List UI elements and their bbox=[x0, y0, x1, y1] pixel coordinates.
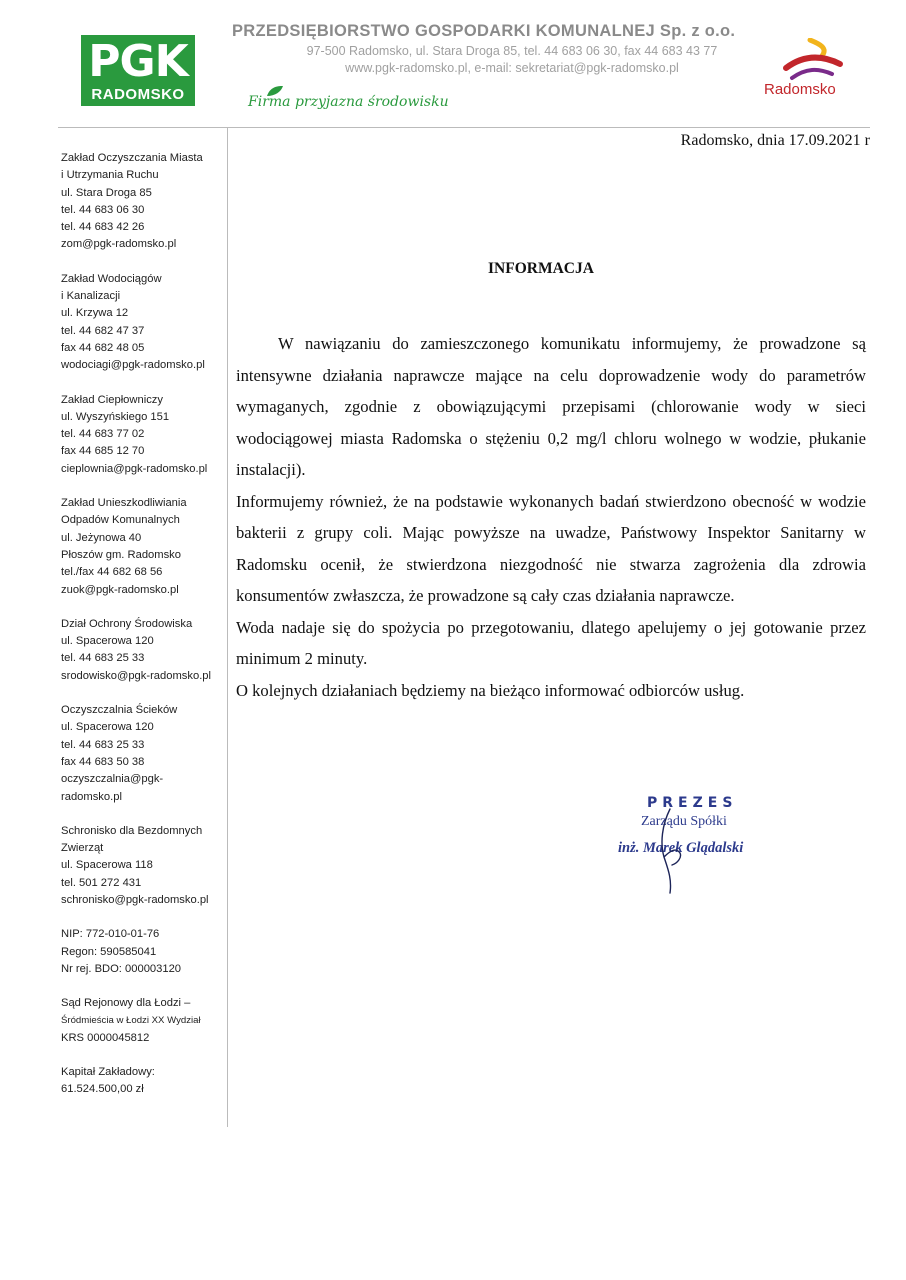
contact-line: tel. 44 683 25 33 bbox=[61, 738, 145, 751]
signature-title: PREZES bbox=[647, 795, 738, 811]
contact-line: tel./fax 44 682 68 56 bbox=[61, 566, 163, 579]
contact-email: zom@pgk-radomsko.pl bbox=[61, 238, 177, 251]
contact-line: fax 44 685 12 70 bbox=[61, 445, 145, 458]
header-divider bbox=[58, 127, 870, 128]
contact-line: ul. Krzywa 12 bbox=[61, 307, 129, 320]
letter-paragraph: Woda nadaje się do spożycia po przegotowaniu, dlatego apelujemy o jej gotowanie przez minimum 2 minuty. bbox=[236, 617, 866, 668]
contact-line: Zwierząt bbox=[61, 842, 104, 855]
letter-paragraph: Informujemy również, że na podstawie wykonanych badań stwierdzono obecność w wodzie bakterii z grupy coli. Mając powyższe na uwadze, Państwowy Inspektor Sanitarny w Radomsku ocenił, że stwierdzona niezgodność nie stwarza zagrożenia dla zdrowia konsumentów zwłaszcza, że prowadzone są cały czas działania naprawcze. bbox=[236, 491, 866, 605]
contact-email: wodociagi@pgk-radomsko.pl bbox=[61, 359, 205, 372]
sidebar-divider bbox=[227, 127, 228, 1127]
signature-stamp bbox=[610, 795, 810, 905]
capital-label: Kapitał Zakładowy: bbox=[61, 1066, 155, 1079]
letter-body bbox=[236, 328, 866, 706]
contact-line: tel. 44 683 42 26 bbox=[61, 221, 145, 234]
regon-line: Regon: 590585041 bbox=[61, 945, 157, 958]
logo-main-text: PGK bbox=[88, 36, 188, 87]
contact-line: Zakład Oczyszczania Miasta bbox=[61, 152, 203, 164]
letter-paragraph: O kolejnych działaniach będziemy na bieżąco informować odbiorców usług. bbox=[236, 680, 745, 700]
contact-line: Odpadów Komunalnych bbox=[61, 514, 180, 527]
contact-line: Schronisko dla Bezdomnych bbox=[61, 824, 203, 837]
company-address: 97-500 Radomsko, ul. Stara Droga 85, tel. 44 683 06 30, fax 44 683 43 77 bbox=[306, 44, 718, 58]
contact-email: radomsko.pl bbox=[61, 790, 122, 803]
contact-line: ul. Spacerowa 120 bbox=[61, 721, 154, 734]
contact-block-srodowisko bbox=[61, 616, 227, 685]
company-web: www.pgk-radomsko.pl, e-mail: sekretariat@pgk-radomsko.pl bbox=[345, 61, 679, 75]
contact-email: schronisko@pgk-radomsko.pl bbox=[61, 893, 209, 906]
contact-line: tel. 44 682 47 37 bbox=[61, 324, 145, 337]
contact-line: ul. Spacerowa 118 bbox=[61, 859, 153, 872]
contact-block-zom bbox=[61, 150, 227, 254]
court-line: Śródmieścia w Łodzi XX Wydział bbox=[61, 1015, 201, 1027]
contact-block-wodociagi bbox=[61, 271, 227, 375]
letter-paragraph: W nawiązaniu do zamieszczonego komunikatu informujemy, że prowadzone są intensywne działania naprawcze mające na celu doprowadzenie wody do parametrów wymaganych, zgodnie z obowiązującymi przepisami (chlorowanie wody w sieci wodociągowej miasta Radomska o stężeniu 0,2 mg/l chloru wolnego w wodzie, płukanie instalacji). bbox=[236, 334, 866, 479]
krs-line: KRS 0000045812 bbox=[61, 1031, 150, 1044]
pgk-logo bbox=[81, 35, 195, 106]
letter-date: Radomsko, dnia 17.09.2021 r bbox=[680, 132, 870, 149]
contact-line: ul. Wyszyńskiego 151 bbox=[61, 410, 170, 423]
company-registry-block bbox=[61, 926, 227, 978]
contact-line: ul. Spacerowa 120 bbox=[61, 635, 154, 648]
contact-line: ul. Stara Droga 85 bbox=[61, 186, 152, 199]
contact-line: Oczyszczalnia Ścieków bbox=[61, 704, 178, 717]
contact-line: tel. 501 272 431 bbox=[61, 876, 142, 889]
letter-title: INFORMACJA bbox=[488, 260, 594, 277]
capital-block bbox=[61, 1064, 227, 1099]
contact-line: i Utrzymania Ruchu bbox=[61, 169, 159, 182]
contact-line: i Kanalizacji bbox=[61, 290, 121, 303]
city-logo-text: Radomsko bbox=[764, 81, 836, 98]
signature-name: inż. Marek Glądalski bbox=[618, 840, 744, 856]
nip-line: NIP: 772-010-01-76 bbox=[61, 928, 160, 941]
contact-email: oczyszczalnia@pgk- bbox=[61, 773, 164, 786]
contact-block-oczyszczalnia bbox=[61, 702, 227, 806]
contact-line: tel. 44 683 06 30 bbox=[61, 203, 145, 216]
contact-line: fax 44 682 48 05 bbox=[61, 341, 145, 354]
contact-line: Dział Ochrony Środowiska bbox=[61, 617, 193, 630]
contact-block-schronisko bbox=[61, 823, 227, 909]
contact-line: Zakład Unieszkodliwiania bbox=[61, 497, 187, 510]
bdo-line: Nr rej. BDO: 000003120 bbox=[61, 962, 182, 975]
contact-block-cieplownia bbox=[61, 392, 227, 478]
contact-email: zuok@pgk-radomsko.pl bbox=[61, 583, 179, 596]
logo-city-text: RADOMSKO bbox=[91, 86, 185, 103]
court-line: Sąd Rejonowy dla Łodzi – bbox=[61, 997, 191, 1010]
slogan-text: Firma przyjazna środowisku bbox=[248, 94, 449, 110]
contact-email: cieplownia@pgk-radomsko.pl bbox=[61, 462, 208, 475]
contact-block-zuok bbox=[61, 495, 227, 599]
handwritten-signature-icon bbox=[610, 795, 810, 905]
contact-email: srodowisko@pgk-radomsko.pl bbox=[61, 669, 212, 682]
contact-line: Płoszów gm. Radomsko bbox=[61, 548, 181, 561]
sidebar-contacts bbox=[61, 150, 227, 1116]
contact-line: tel. 44 683 77 02 bbox=[61, 428, 145, 441]
contact-line: ul. Jeżynowa 40 bbox=[61, 531, 142, 544]
court-block bbox=[61, 995, 227, 1047]
capital-value: 61.524.500,00 zł bbox=[61, 1083, 144, 1096]
contact-line: Zakład Ciepłowniczy bbox=[61, 393, 163, 406]
contact-line: Zakład Wodociągów bbox=[61, 272, 162, 285]
contact-line: fax 44 683 50 38 bbox=[61, 755, 145, 768]
contact-line: tel. 44 683 25 33 bbox=[61, 652, 145, 665]
signature-subtitle: Zarządu Spółki bbox=[641, 814, 727, 829]
company-name: PRZEDSIĘBIORSTWO GOSPODARKI KOMUNALNEJ Sp. z o.o. bbox=[232, 22, 736, 40]
